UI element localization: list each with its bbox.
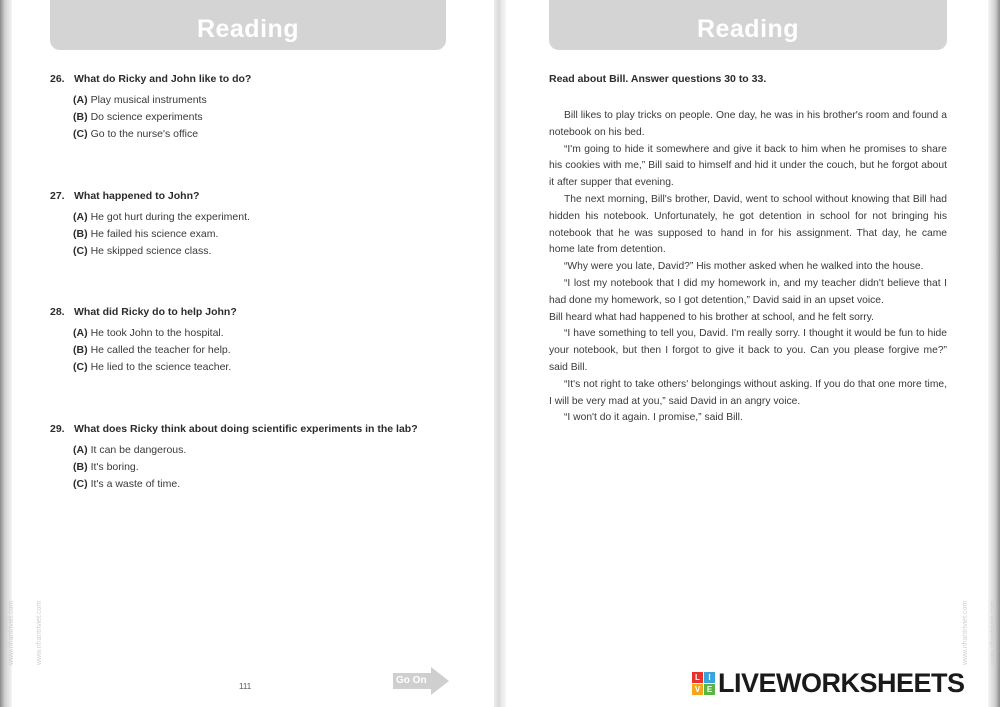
- option-letter: (B): [73, 228, 88, 240]
- question-number: 29.: [50, 423, 65, 435]
- watermark: www.nhantriviet.com: [990, 600, 997, 665]
- passage-paragraph: “I lost my notebook that I did my homework in, and my teacher didn't believe that I had done my homework, so I got detention,” David said in an upset voice.: [549, 277, 947, 306]
- question-prompt: What do Ricky and John like to do?: [74, 73, 252, 85]
- question-text: [50, 423, 470, 435]
- option-letter: (C): [73, 478, 88, 490]
- passage-paragraph: “It's not right to take others' belongings without asking. If you do that one more time, I will be very mad at you,” said David in an angry voice.: [549, 378, 947, 407]
- option-c[interactable]: [73, 361, 470, 374]
- option-text: It can be dangerous.: [90, 444, 187, 456]
- question-28: [50, 306, 470, 378]
- go-on-button[interactable]: [393, 667, 449, 695]
- watermark: www.nhantriviet.com: [36, 600, 43, 665]
- option-letter: (B): [73, 344, 88, 356]
- option-text: Go to the nurse's office: [90, 128, 199, 140]
- right-page-header: [549, 0, 947, 50]
- option-text: He lied to the science teacher.: [90, 361, 232, 373]
- logo-tiles: [692, 672, 715, 695]
- option-a[interactable]: [73, 211, 470, 224]
- question-number: 27.: [50, 190, 65, 202]
- question-27: [50, 190, 470, 262]
- right-header-title: Reading: [696, 15, 800, 43]
- question-prompt: What does Ricky think about doing scientific experiments in the lab?: [74, 423, 418, 435]
- passage-paragraph: Bill heard what had happened to his brother at school, and he felt sorry.: [549, 311, 874, 323]
- passage-paragraph: “I won't do it again. I promise,” said Bill.: [564, 412, 743, 424]
- passage-paragraph: Bill likes to play tricks on people. One day, he was in his brother's room and found a notebook on his bed.: [549, 110, 947, 138]
- passage-instructions: Read about Bill. Answer questions 30 to 33.: [549, 73, 767, 85]
- option-c[interactable]: [73, 128, 470, 141]
- option-letter: (A): [73, 211, 88, 223]
- left-header-title: Reading: [196, 15, 300, 43]
- option-letter: (B): [73, 461, 88, 473]
- logo-brand-text: LIVEWORKSHEETS: [718, 667, 965, 698]
- option-letter: (C): [73, 245, 88, 257]
- question-number: 26.: [50, 73, 65, 85]
- option-c[interactable]: [73, 245, 470, 258]
- option-text: It's boring.: [90, 461, 139, 473]
- option-letter: (A): [73, 444, 88, 456]
- option-letter: (A): [73, 94, 88, 106]
- option-b[interactable]: [73, 111, 470, 124]
- question-prompt: What happened to John?: [74, 190, 200, 202]
- passage-paragraph: The next morning, Bill's brother, David, went to school without knowing that Bill had hidden his notebook. Unfortunately, he got detention in school for not bringing his notebook that he was supposed to hand in for his assignment. That day, he came home late from detention.: [549, 193, 947, 256]
- option-b[interactable]: [73, 344, 470, 357]
- option-letter: (B): [73, 111, 88, 123]
- option-text: Play musical instruments: [90, 94, 207, 106]
- liveworksheets-logo: [692, 668, 965, 698]
- option-text: He called the teacher for help.: [90, 344, 231, 356]
- passage-paragraph: “I'm going to hide it somewhere and give it back to him when he promises to share his cookies with me,” Bill said to himself and hid it under the couch, but he forgot about it after supper that evening.: [549, 143, 947, 189]
- go-on-label: Go On: [396, 675, 427, 686]
- question-number: 28.: [50, 306, 65, 318]
- option-text: He got hurt during the experiment.: [90, 211, 250, 223]
- logo-tile: L: [692, 672, 703, 683]
- logo-tile: V: [692, 684, 703, 695]
- option-a[interactable]: [73, 444, 470, 457]
- question-text: [50, 190, 470, 202]
- passage-paragraph: “Why were you late, David?” His mother asked when he walked into the house.: [564, 261, 924, 273]
- option-text: He took John to the hospital.: [90, 327, 224, 339]
- watermark: www.nhantriviet.com: [8, 600, 15, 665]
- option-letter: (C): [73, 128, 88, 140]
- option-letter: (A): [73, 327, 88, 339]
- option-b[interactable]: [73, 461, 470, 474]
- page-number: 111: [239, 682, 252, 691]
- left-page-header: [50, 0, 446, 50]
- option-a[interactable]: [73, 94, 470, 107]
- option-b[interactable]: [73, 228, 470, 241]
- question-prompt: What did Ricky do to help John?: [74, 306, 237, 318]
- question-26: [50, 73, 470, 145]
- question-29: [50, 423, 470, 495]
- reading-passage: [549, 108, 947, 427]
- watermark: www.nhantriviet.com: [962, 600, 969, 665]
- logo-tile: E: [704, 684, 715, 695]
- book-gutter: [494, 0, 506, 707]
- option-text: He failed his science exam.: [90, 228, 219, 240]
- option-a[interactable]: [73, 327, 470, 340]
- option-c[interactable]: [73, 478, 470, 491]
- question-text: [50, 306, 470, 318]
- option-text: He skipped science class.: [90, 245, 212, 257]
- option-text: It's a waste of time.: [90, 478, 181, 490]
- logo-tile: I: [704, 672, 715, 683]
- passage-paragraph: “I have something to tell you, David. I'm really sorry. I thought it would be fun to hide your notebook, but then I forgot to give it back to you. Can you please forgive me?” said Bill.: [549, 328, 947, 373]
- question-text: [50, 73, 470, 85]
- option-letter: (C): [73, 361, 88, 373]
- option-text: Do science experiments: [90, 111, 203, 123]
